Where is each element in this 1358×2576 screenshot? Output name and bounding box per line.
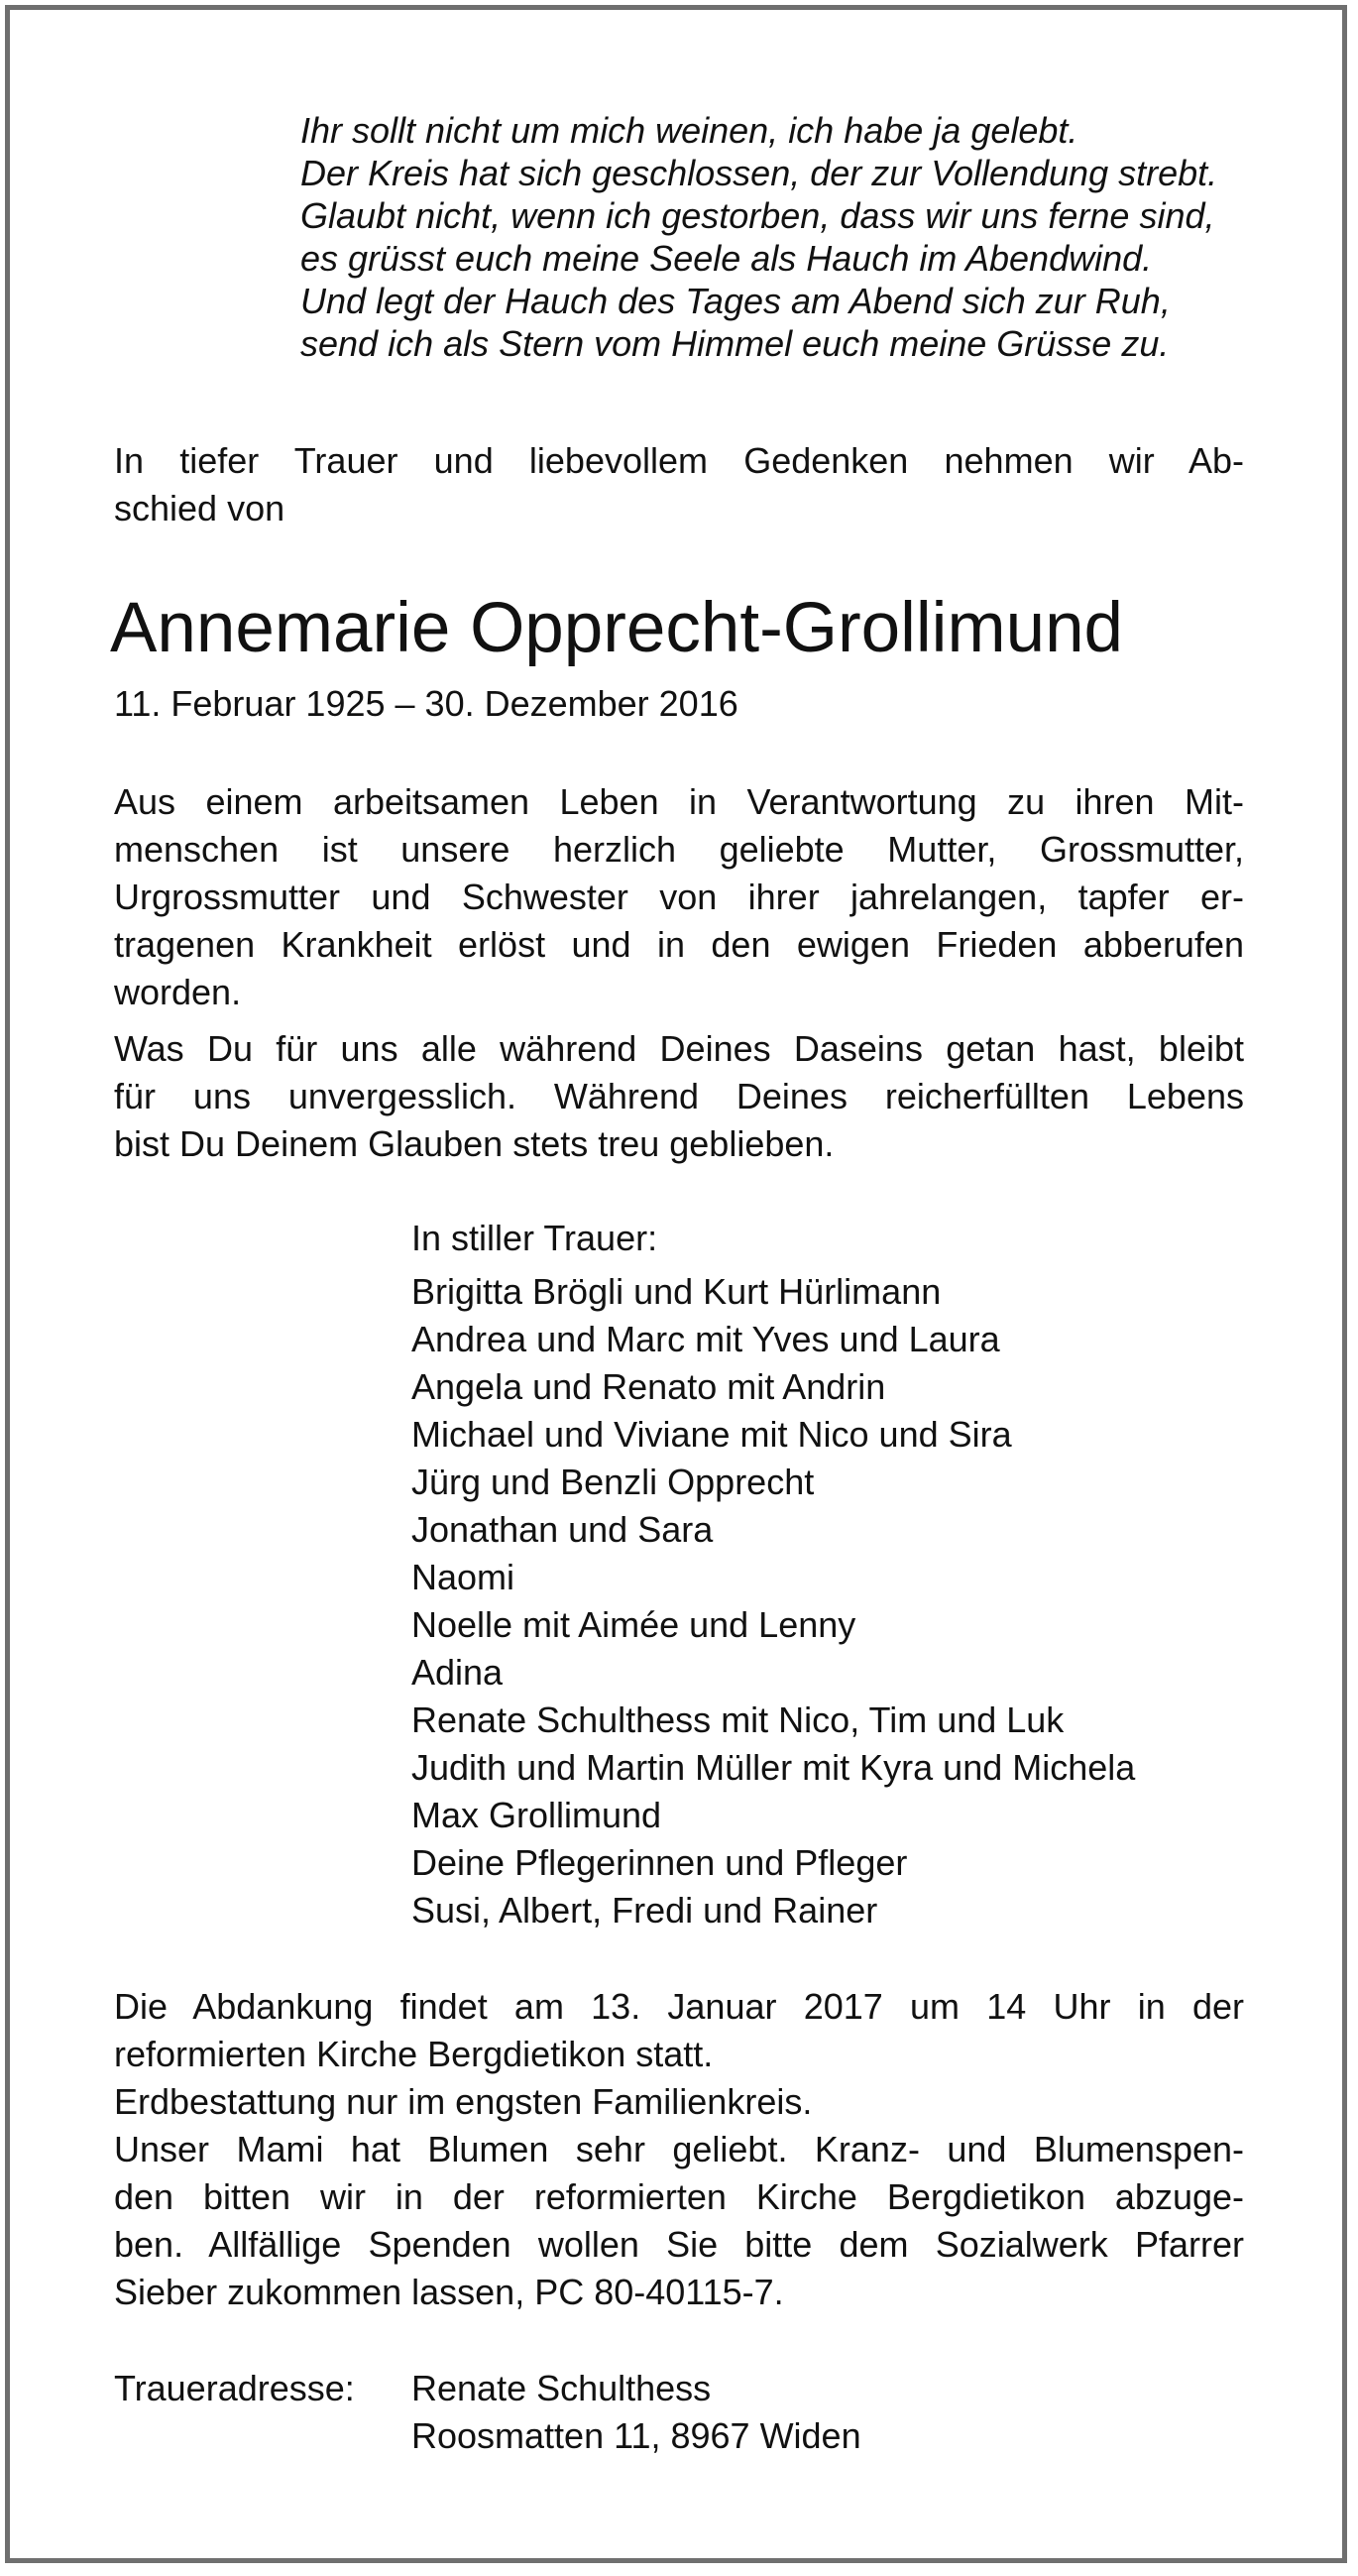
address-name: Renate Schulthess (411, 2368, 712, 2408)
deceased-name: Annemarie Opprecht-Grollimund (110, 589, 1124, 667)
paragraph-line: menschen ist unsere herzlich geliebte Mutter, Grossmutter, (114, 829, 1244, 870)
paragraph-line: Aus einem arbeitsamen Leben in Verantwortung zu ihren Mit- (114, 781, 1244, 822)
poem-line: Und legt der Hauch des Tages am Abend sich zur Ruh, (300, 281, 1171, 321)
intro-text (114, 437, 1244, 532)
intro-line: schied von (114, 488, 285, 528)
paragraph-line: für uns unvergesslich. Während Deines reicherfüllten Lebens (114, 1076, 1244, 1116)
ceremony-line: reformierten Kirche Bergdietikon statt. (114, 2034, 714, 2074)
poem-line: es grüsst euch meine Seele als Hauch im Abendwind. (300, 238, 1153, 279)
deceased-dates: 11. Februar 1925 – 30. Dezember 2016 (114, 683, 738, 724)
address-street: Roosmatten 11, 8967 Widen (411, 2415, 861, 2456)
poem-line: Glaubt nicht, wenn ich gestorben, dass wir uns ferne sind, (300, 195, 1215, 236)
ceremony-line: den bitten wir in der reformierten Kirche Bergdietikon abzuge- (114, 2176, 1244, 2217)
mourner-entry: Naomi (411, 1557, 515, 1597)
address-lines (411, 2365, 861, 2460)
poem-line: Ihr sollt nicht um mich weinen, ich habe ja gelebt. (300, 110, 1078, 151)
paragraph-line: worden. (114, 972, 242, 1012)
paragraph-line: Urgrossmutter und Schwester von ihrer jahrelangen, tapfer er- (114, 877, 1244, 917)
mourner-entry: Noelle mit Aimée und Lenny (411, 1604, 856, 1645)
intro-line: In tiefer Trauer und liebevollem Gedenken nehmen wir Ab- (114, 440, 1244, 481)
mourner-entry: Max Grollimund (411, 1795, 662, 1835)
poem-line: send ich als Stern vom Himmel euch meine Grüsse zu. (300, 323, 1170, 364)
ceremony-line: ben. Allfällige Spenden wollen Sie bitte dem Sozialwerk Pfarrer (114, 2224, 1244, 2265)
ceremony-line: Erdbestattung nur im engsten Familienkreis. (114, 2081, 813, 2122)
ceremony-line: Unser Mami hat Blumen sehr geliebt. Kranz- und Blumenspen- (114, 2129, 1244, 2169)
mourner-entry: Michael und Viviane mit Nico und Sira (411, 1414, 1012, 1455)
mourner-entry: Adina (411, 1652, 504, 1693)
mourner-entry: Deine Pflegerinnen und Pfleger (411, 1842, 908, 1883)
ceremony-line: Die Abdankung findet am 13. Januar 2017 um 14 Uhr in der (114, 1986, 1244, 2027)
mourners-list (411, 1215, 1135, 1934)
mourner-entry: Susi, Albert, Fredi und Rainer (411, 1890, 878, 1931)
mourner-entry: Judith und Martin Müller mit Kyra und Michela (411, 1747, 1136, 1788)
mourner-entry: Renate Schulthess mit Nico, Tim und Luk (411, 1699, 1065, 1740)
mourners-heading: In stiller Trauer: (411, 1218, 658, 1258)
paragraph-line: Was Du für uns alle während Deines Daseins getan hast, bleibt (114, 1028, 1244, 1069)
poem (300, 109, 1272, 365)
paragraph-line: tragenen Krankheit erlöst und in den ewigen Frieden abberufen (114, 924, 1244, 965)
address-label: Traueradresse: (114, 2368, 355, 2408)
mourner-entry: Andrea und Marc mit Yves und Laura (411, 1319, 1000, 1359)
mourner-entry: Angela und Renato mit Andrin (411, 1366, 886, 1407)
paragraph-life (114, 778, 1244, 1016)
mourner-entry: Jürg und Benzli Opprecht (411, 1462, 815, 1502)
ceremony-line: Sieber zukommen lassen, PC 80-40115-7. (114, 2272, 784, 2312)
paragraph-line: bist Du Deinem Glauben stets treu geblieben. (114, 1123, 835, 1164)
ceremony-info (114, 1983, 1244, 2316)
mourner-entry: Brigitta Brögli und Kurt Hürlimann (411, 1271, 942, 1312)
mourner-entry: Jonathan und Sara (411, 1509, 714, 1550)
paragraph-faith (114, 1025, 1244, 1168)
poem-line: Der Kreis hat sich geschlossen, der zur Vollendung strebt. (300, 153, 1218, 193)
